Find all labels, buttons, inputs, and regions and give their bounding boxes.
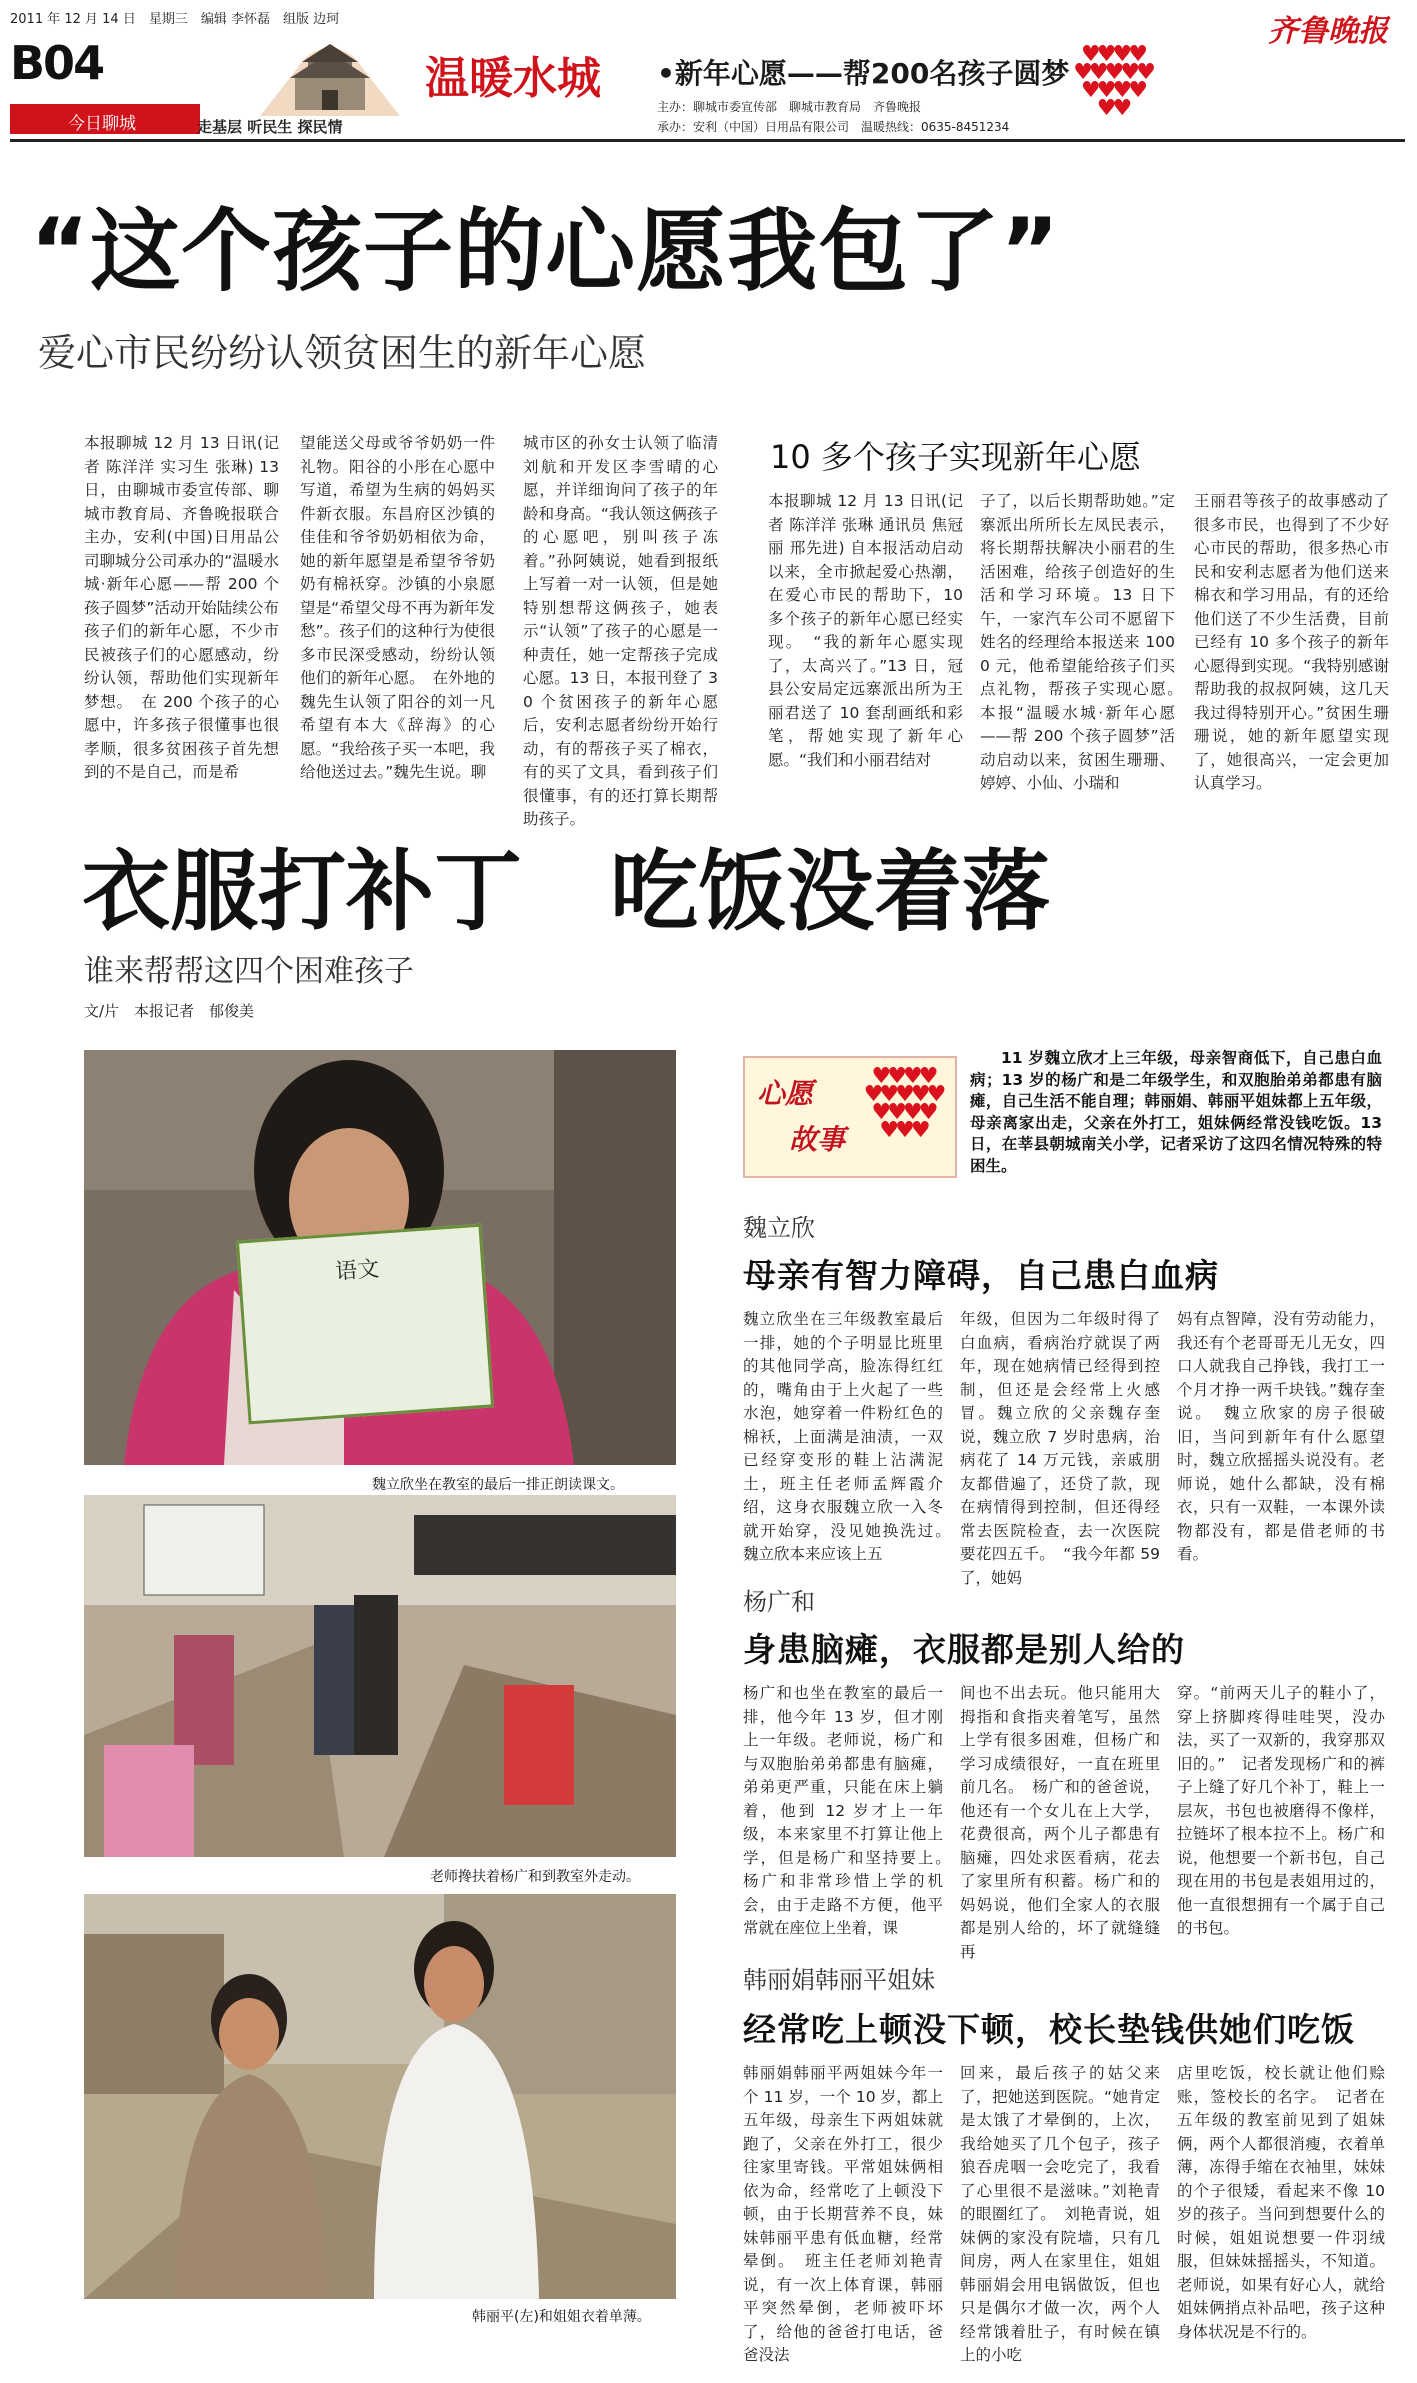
story1-headline: “这个孩子的心愿我包了” (30, 199, 1061, 304)
campaign-banner (195, 38, 1165, 138)
story2-column-2: 子了，以后长期帮助她。”定寨派出所所长左凤民表示，将长期帮扶解决小丽君的生活困难，给孩子创造好的生活和学习环境。13 日下午，一家汽车公司不愿留下姓名的经理给本报送来 1000 元，他希望能给孩子们买点礼物，帮孩子实现心愿。 本报“温暖水城·新年心愿——帮 200 个孩子圆梦”活动启动以来，贫困生珊珊、婷婷、小仙、小瑞和 (980, 492, 1191, 792)
photo-classroom (84, 1495, 676, 1857)
dateline: 2011 年 12 月 14 日 星期三 编辑 李怀磊 组版 边珂 (10, 12, 340, 27)
sponsor-line: 承办：安利（中国）日用品有限公司 温暖热线：0635-8451234 (657, 120, 1010, 134)
campaign-title: 温暖水城 (425, 53, 601, 104)
textbook (236, 1224, 494, 1425)
section2-column-1: 杨广和也坐在教室的最后一排，他今年 13 岁，但才刚上一年级。老师说，杨广和与双胞胎弟弟都患有脑瘫，弟弟更严重，只能在床上躺着，他到 12 岁才上一年级，本来家里不打算让他上学，但是杨广和坚持要上。 杨广和非常珍惜上学的机会，由于走路不方便，他平常就在座位上坐着，课 (743, 1684, 959, 1937)
section2-column-2: 间也不出去玩。他只能用大拇指和食指夹着笔写，虽然上学有很多困难，但杨广和学习成绩很好，一直在班里前几名。 杨广和的爸爸说，他还有一个女儿在上大学，花费很高，两个儿子都患有脑瘫，四处求医看病，花去了家里所有积蓄。杨广和的妈妈说，他们全家人的衣服都是别人给的，坏了就缝缝再 (960, 1684, 1160, 1961)
page-code: B04 (10, 36, 104, 90)
story1-deck: 爱心市民纷纷认领贫困生的新年心愿 (38, 331, 647, 375)
section1-title: 母亲有智力障碍，自己患白血病 (743, 1256, 1219, 1295)
section-tab-label: 今日聊城 (68, 114, 136, 134)
story1-column-1: 本报聊城 12 月 13 日讯(记者 陈洋洋 实习生 张琳) 13 日，由聊城市委宣传部、聊城市教育局、齐鲁晚报联合主办，安利(中国)日用品公司聊城分公司承办的“温暖水城·新年心愿——帮 200 个孩子圆梦”活动开始陆续公布孩子们的新年心愿，不少市民被孩子们的心愿感动，纷纷认领，帮助他们实现新年梦想。 在 200 个孩子的心愿中，许多孩子很懂事也很孝顺，很多贫困孩子首先想到的不是自己，而是希 (84, 434, 279, 781)
feature-headline: 衣服打补丁 吃饭没着落 (82, 840, 1051, 943)
section3-title: 经常吃上顿没下顿，校长垫钱供她们吃饭 (743, 2010, 1355, 2049)
feature-intro: 11 岁魏立欣才上三年级，母亲智商低下，自己患白血病；13 岁的杨广和是二年级学生，和双胞胎弟弟都患有脑瘫，自己生活不能自理；韩丽娟、韩丽平姐妹都上五年级，母亲离家出走，父亲在外打工，姐妹俩经常没钱吃饭。13 日，在莘县朝城南关小学，记者采访了这四名情况特殊的特困生。 (970, 1049, 1382, 1175)
section3-column-2: 回来，最后孩子的姑父来了，把她送到医院。“她肯定是太饿了才晕倒的，上次，我给她买了几个包子，孩子狼吞虎咽一会吃完了，我看了心里很不是滋味。”刘艳青的眼圈红了。 刘艳青说，姐妹俩的家没有院墙，只有几间房，两人在家里住，姐姐韩丽娟会用电锅做饭，但也只是偶尔才做一次，两个人经常饿着肚子，有时候在镇上的小吃 (960, 2064, 1160, 2364)
section3-name: 韩丽娟韩丽平姐妹 (743, 1966, 935, 1994)
section3-column-1: 韩丽娟韩丽平两姐妹今年一个 11 岁，一个 10 岁，都上五年级，母亲生下两姐妹就跑了，父亲在外打工，很少往家里寄钱。平常姐妹俩相依为命，经常吃了上顿没下顿，由于长期营养不良，妹妹韩丽平患有低血糖，经常晕倒。 班主任老师刘艳青说，有一次上体育课，韩丽平突然晕倒，老师被吓坏了，给他的爸爸打电话，爸爸没法 (743, 2064, 943, 2364)
badge-line-1: 心愿 (757, 1077, 814, 1110)
wish-story-badge (743, 1056, 957, 1178)
story2-column-3: 王丽君等孩子的故事感动了很多市民，也得到了不少好心市民的帮助，很多热心市民和安利志愿者为他们送来棉衣和学习用品，有的还给他们送了不少生活费，目前已经有 10 多个孩子的新年心愿得到实现。“我特别感谢帮助我的叔叔阿姨，这几天我过得特别开心。”贫困生珊珊说，她的新年愿望实现了，她很高兴，一定会更加认真学习。 (1194, 492, 1389, 792)
feature-byline: 文/片 本报记者 郁俊美 (84, 1002, 255, 1020)
sisters-illustration (84, 1894, 676, 2299)
story1-column-2: 望能送父母或爷爷奶奶一件礼物。阳谷的小彤在心愿中写道，希望为生病的妈妈买件新衣服。东昌府区沙镇的佳佳和爷爷奶奶相依为命，她的新年愿望是希望爷爷奶奶有棉袄穿。沙镇的小泉愿望是“希望父母不再为新年发愁”。孩子们的这种行为使很多市民深受感动，纷纷认领他们的新年心愿。 在外地的魏先生认领了阳谷的刘一凡希望有本大《辞海》的心愿。“我给孩子买一本吧，我给他送过去。”魏先生说。聊 (300, 434, 495, 781)
feature-deck: 谁来帮帮这四个困难孩子 (84, 954, 414, 989)
section1-column-1: 魏立欣坐在三年级教室最后一排，她的个子明显比班里的其他同学高，脸冻得红红的，嘴角由于上火起了一些水泡，她穿着一件粉红色的棉袄，上面满是油渍，一双已经穿变形的鞋上沾满泥土，班主任老师孟辉霞介绍，这身衣服魏立欣一入冬就开始穿，没见她换洗过。 魏立欣本来应该上五 (743, 1310, 959, 1563)
paper-logo: 齐鲁晚报 (1268, 14, 1388, 49)
masthead-rule (10, 139, 1405, 142)
gate-tower-illustration (250, 38, 410, 118)
section2-column-3: 穿。“前两天儿子的鞋小了，穿上挤脚疼得哇哇哭，没办法，买了一双新的，我穿那双旧的。” 记者发现杨广和的裤子上缝了好几个补丁，鞋上一层灰，书包也被磨得不像样，拉链坏了根本拉不上。杨广和说，他想要一个新书包，自己现在用的书包是表姐用过的，他一直很想拥有一个属于自己的书包。 (1177, 1684, 1385, 1937)
section1-column-2: 年级，但因为二年级时得了白血病，看病治疗就误了两年，现在她病情已经得到控制，但还是会经常上火感冒。魏立欣的父亲魏存奎说，魏立欣 7 岁时患病，治病花了 14 万元钱，亲戚朋友都借遍了，还贷了款，现在病情得到控制，但还得经常去医院检查，去一次医院要花四五千。 “我今年都 59 了，她妈 (960, 1310, 1160, 1587)
banner-slogan: 走基层 听民生 探民情 (197, 118, 343, 136)
badge-line-2: 故事 (789, 1123, 846, 1156)
story1-column-3: 城市区的孙女士认领了临清刘航和开发区李雪晴的心愿，并详细询问了孩子的年龄和身高。“我认领这俩孩子的心愿吧，别叫孩子冻着。”孙阿姨说，她看到报纸上写着一对一认领，但是她特别想帮这俩孩子，她表示“认领”了孩子的心愿是一种责任，她一定帮孩子完成心愿。13 日，本报刊登了 30 个贫困孩子的新年心愿后，安利志愿者纷纷开始行动，有的帮孩子买了棉衣，有的买了文具，看到孩子们很懂事，有的还打算长期帮助孩子。 (523, 434, 718, 828)
campaign-subtitle: •新年心愿——帮200名孩子圆梦 (657, 57, 1070, 90)
badge-hearts-icon: ♥♥♥♥ ♥♥♥♥♥ ♥♥♥♥ ♥♥♥ (863, 1064, 943, 1143)
section1-name: 魏立欣 (743, 1214, 815, 1242)
organizers-line: 主办：聊城市委宣传部 聊城市教育局 齐鲁晚报 (657, 100, 922, 114)
section-tab (10, 104, 200, 134)
section2-name: 杨广和 (743, 1588, 815, 1616)
photo2-caption: 老师搀扶着杨广和到教室外走动。 (430, 1869, 640, 1885)
classroom-illustration (84, 1495, 676, 1857)
textbook-title: 语文 (334, 1256, 381, 1285)
photo3-caption: 韩丽平(左)和姐姐衣着单薄。 (472, 2309, 651, 2325)
photo1-caption: 魏立欣坐在教室的最后一排正朗读课文。 (372, 1477, 624, 1493)
photo-girl-reading (84, 1050, 676, 1465)
section2-title: 身患脑瘫，衣服都是别人给的 (743, 1630, 1185, 1669)
story2-headline: 10 多个孩子实现新年心愿 (770, 438, 1141, 476)
story2-column-1: 本报聊城 12 月 13 日讯(记者 陈洋洋 张琳 通讯员 焦冠丽 邢先进) 自本报活动启动以来，全市掀起爱心热潮，在爱心市民的帮助下，10 多个孩子的新年心愿已经实现。 “我的新年心愿实现了，太高兴了。”13 日，冠县公安局定远寨派出所为王丽君送了 10 套刮画纸和彩笔，帮她实现了新年心愿。“我们和小丽君结对 (768, 492, 963, 769)
photo-sisters (84, 1894, 676, 2299)
section1-column-3: 妈有点智障，没有劳动能力，我还有个老哥哥无儿无女，四口人就我自己挣钱，我打工一个月才挣一两千块钱。”魏存奎说。 魏立欣家的房子很破旧，当问到新年有什么愿望时，魏立欣摇摇头说没有。老师说，她什么都缺，没有棉衣，只有一双鞋，一本课外读物都没有，都是借老师的书看。 (1177, 1310, 1385, 1563)
section3-column-3: 店里吃饭，校长就让他们赊账，签校长的名字。 记者在五年级的教室前见到了姐妹俩，两个人都很消瘦，衣着单薄，冻得手缩在衣袖里，妹妹的个子很矮，看起来不像 10 岁的孩子。当问到想要什么的时候，姐姐说想要一件羽绒服，但妹妹摇摇头，不知道。老师说，如果有好心人，就给姐妹俩捎点补品吧，孩子这种身体状况是不行的。 (1177, 2064, 1385, 2341)
heart-collage-icon: ♥♥♥♥ ♥♥♥♥♥ ♥♥♥♥ ♥♥ (1073, 42, 1152, 121)
